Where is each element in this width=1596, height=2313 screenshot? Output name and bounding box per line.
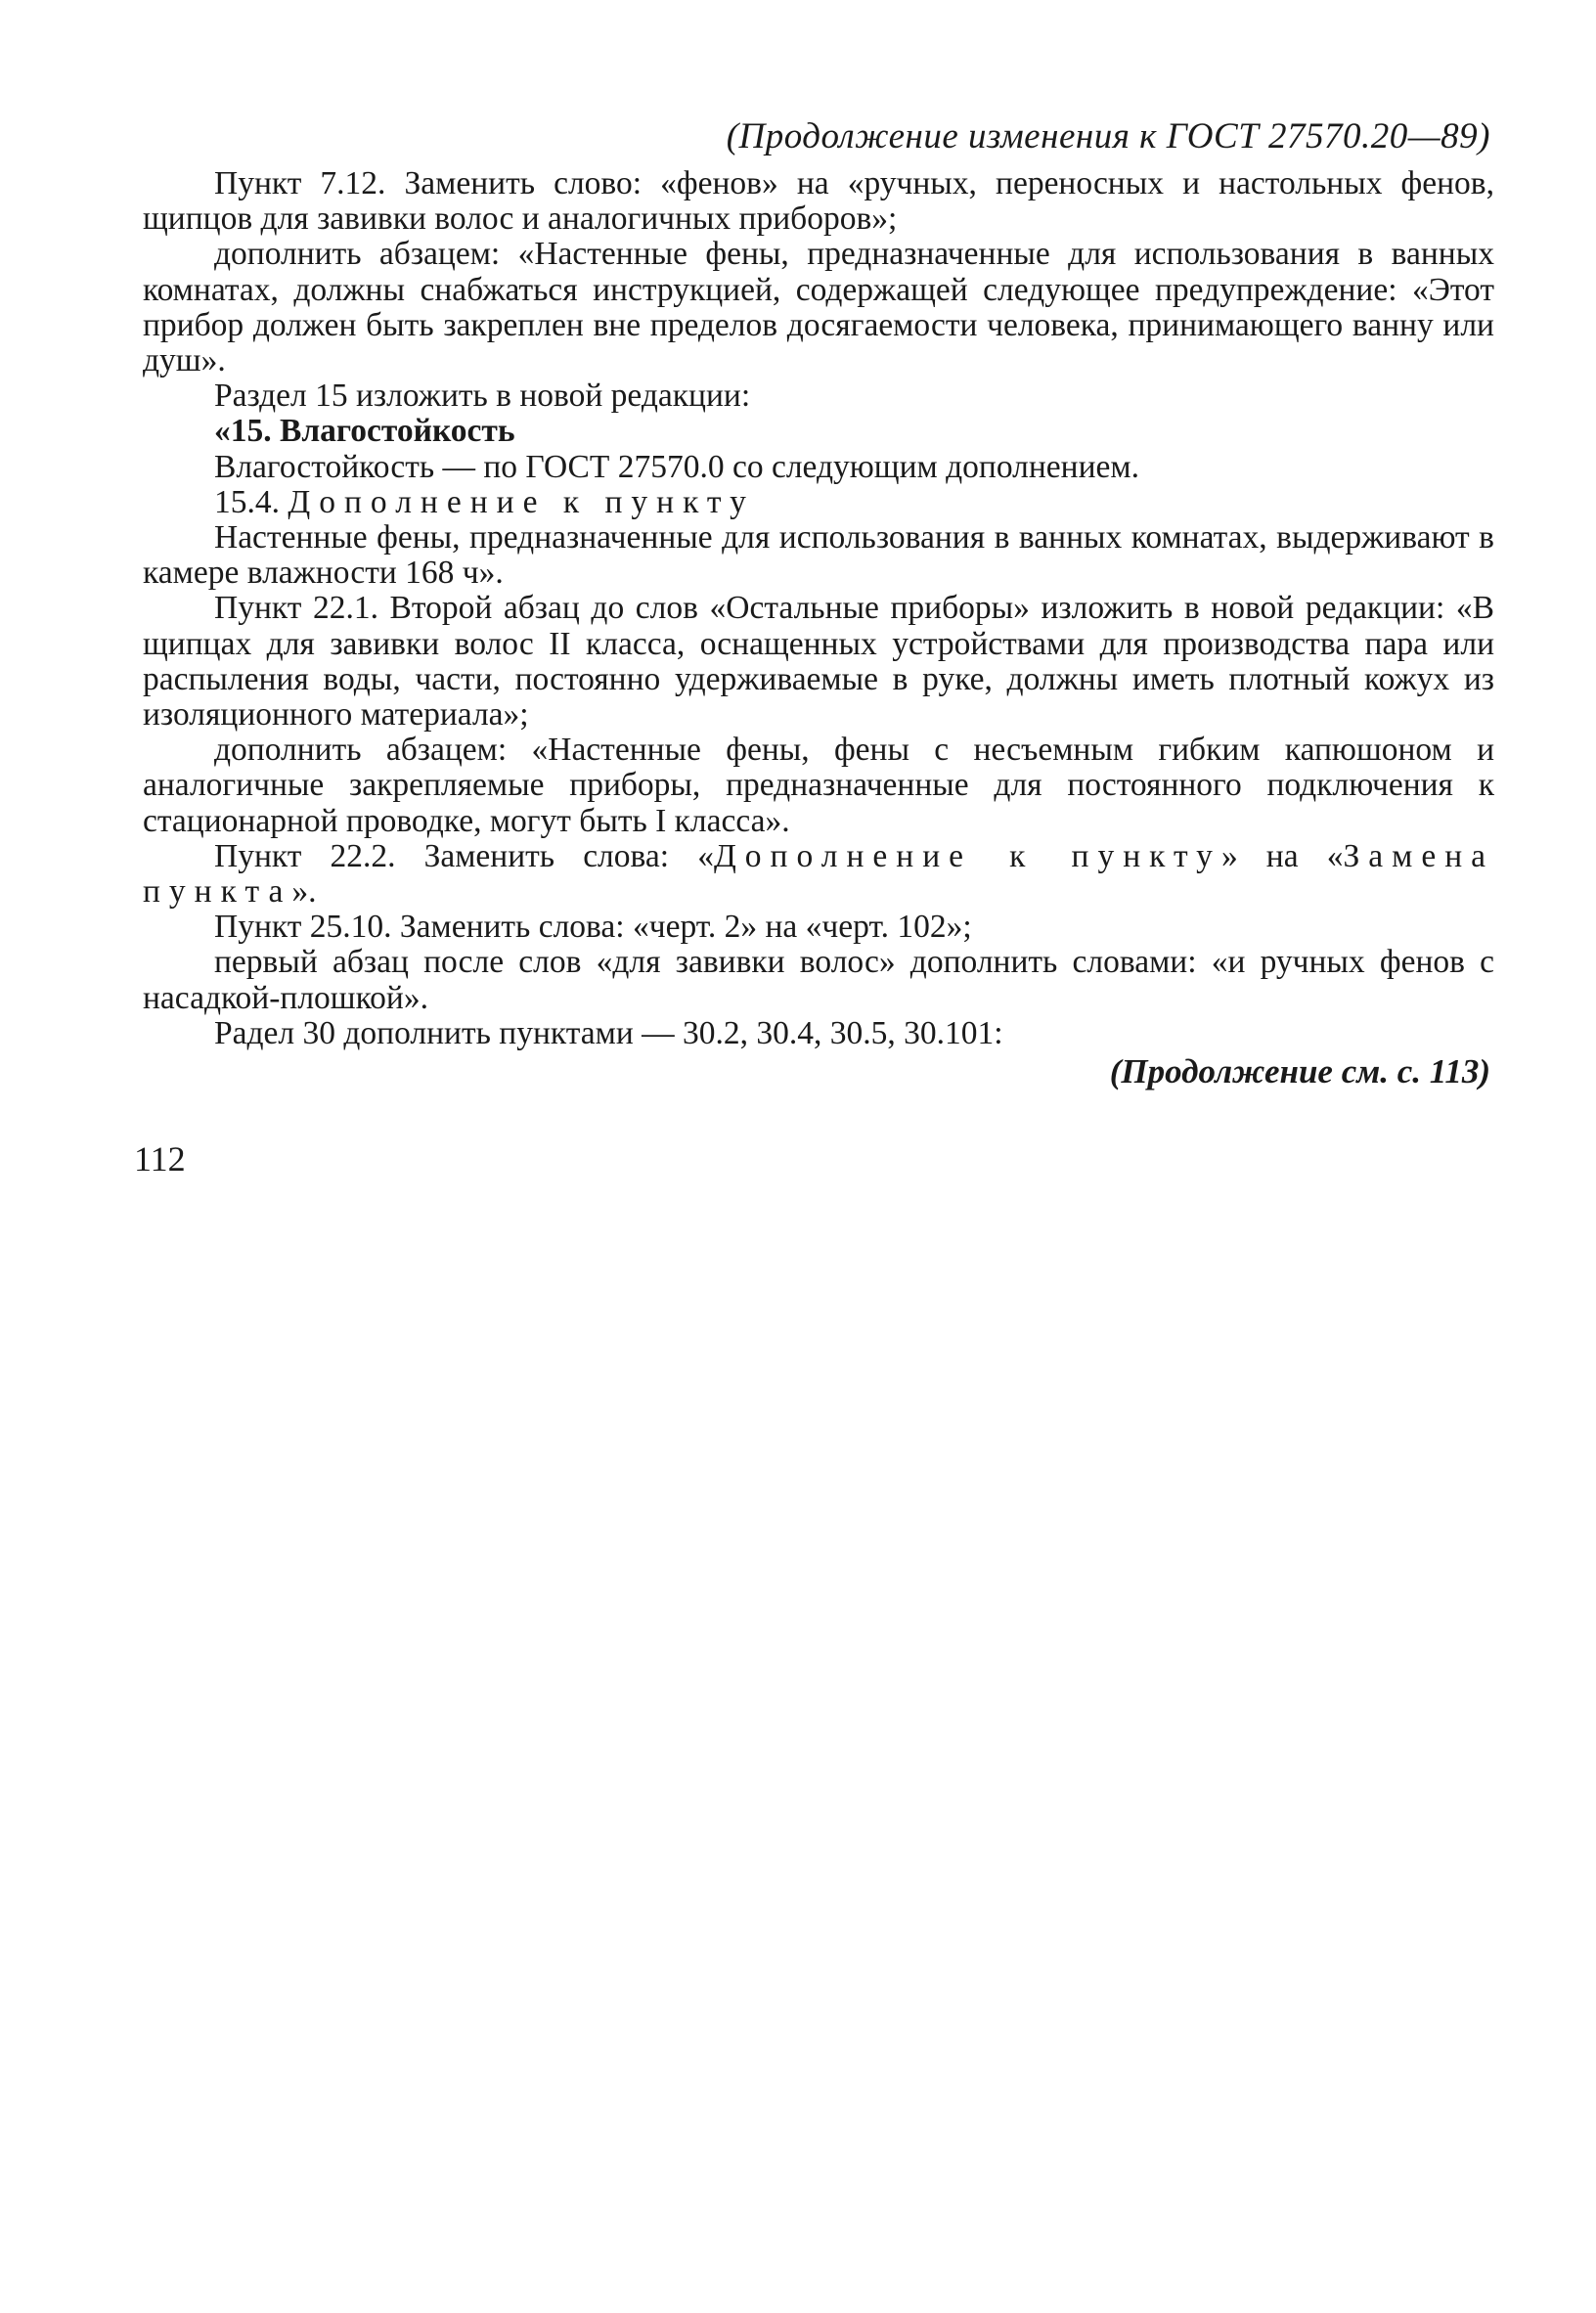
paragraph-moisture: Влагостойкость — по ГОСТ 27570.0 со следующим дополнением. xyxy=(214,448,1139,485)
continuation-note: (Продолжение см. с. 113) xyxy=(1109,1052,1490,1090)
clause-number: 15.4. xyxy=(214,483,280,520)
amendment-text xyxy=(143,166,1494,1051)
clause-22-2-new: Замена пункта xyxy=(143,837,1494,911)
paragraph-humidity: Настенные фены, предназначенные для использования в ванных комнатах, выдерживают в камере влажности 168 ч». xyxy=(143,519,1494,592)
clause-22-2-start: Пункт 22.2. Заменить слова: « xyxy=(214,837,714,874)
paragraph-15-4 xyxy=(143,485,1494,520)
clause-22-2-mid: » на « xyxy=(1220,837,1344,874)
page-number: 112 xyxy=(134,1139,186,1179)
clause-22-2-old: Дополнение к пункту xyxy=(713,837,1221,874)
clause-title: Дополнение к пункту xyxy=(288,483,755,520)
clause-22-2-end: ». xyxy=(291,873,317,911)
paragraph-7-12: Пункт 7.12. Заменить слово: «фенов» на «ручных, переносных и настольных фенов, щипцов для завивки волос и аналогичных приборов»; xyxy=(143,165,1494,238)
continuation-header: (Продолжение изменения к ГОСТ 27570.20—89) xyxy=(726,116,1490,156)
paragraph-section-15: Раздел 15 изложить в новой редакции: xyxy=(214,378,751,415)
paragraph-wall-dryers: дополнить абзацем: «Настенные фены, предназначенные для использования в ванных комнатах, должны снабжаться инструкцией, содержащей следующее предупреждение: «Этот прибор должен быть закреплен вне пределов досягаемости человека, принимающего ванну или душ». xyxy=(143,236,1494,379)
section-15-heading: «15. Влагостойкость xyxy=(214,413,515,450)
paragraph-class-i: дополнить абзацем: «Настенные фены, фены с несъемным гибким капюшоном и аналогичные закрепляемые приборы, предназначенные для постоянного подключения к стационарной проводке, могут быть I класса». xyxy=(143,732,1494,839)
paragraph-22-1: Пункт 22.1. Второй абзац до слов «Остальные приборы» изложить в новой редакции: «В щипцах для завивки волос II класса, оснащенных устройствами для производства пара или распыления воды, части, постоянно удерживаемые в руке, должны иметь плотный кожух из изоляционного материала»; xyxy=(143,590,1494,734)
paragraph-section-30: Радел 30 дополнить пунктами — 30.2, 30.4, 30.5, 30.101: xyxy=(214,1014,1003,1051)
paragraph-25-10: Пункт 25.10. Заменить слова: «черт. 2» на «черт. 102»; xyxy=(214,909,972,946)
paragraph-first-abzac: первый абзац после слов «для завивки волос» дополнить словами: «и ручных фенов с насадкой-плошкой». xyxy=(143,944,1494,1016)
paragraph-22-2 xyxy=(143,839,1494,910)
